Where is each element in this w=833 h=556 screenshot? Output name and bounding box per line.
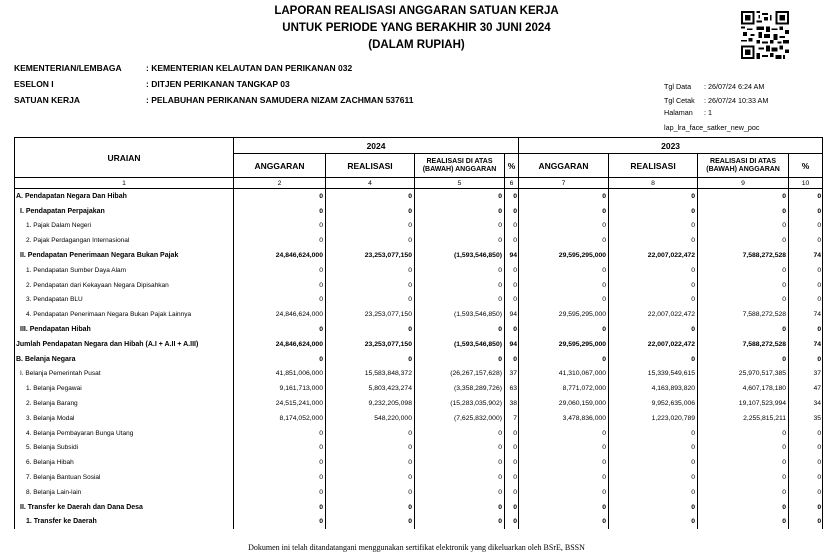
realisasi-2024-cell: 0 [326, 500, 415, 515]
realisasi-2024-cell: 0 [326, 426, 415, 441]
realisasi-2023-cell: 1,223,020,789 [609, 411, 698, 426]
selisih-2023-cell: 0 [698, 515, 789, 530]
pct-2023-cell: 37 [789, 367, 823, 382]
row-label: 5. Belanja Subsidi [15, 441, 234, 456]
row-label: 2. Belanja Barang [15, 396, 234, 411]
report-unit: (DALAM RUPIAH) [368, 39, 465, 51]
eselon-row [14, 79, 614, 91]
pct-2024-cell: 0 [505, 278, 519, 293]
realisasi-2024-cell: 23,253,077,150 [326, 307, 415, 322]
col-number: 1 [15, 178, 234, 189]
kementerian-value: : KEMENTERIAN KELAUTAN DAN PERIKANAN 032 [146, 63, 353, 73]
table-row [15, 396, 823, 411]
realisasi-2023-cell: 0 [609, 233, 698, 248]
realisasi-2023-cell: 0 [609, 470, 698, 485]
selisih-2024-cell: 0 [415, 204, 505, 219]
pct-2023-cell: 0 [789, 189, 823, 204]
realisasi-2023-cell: 0 [609, 189, 698, 204]
table-row [15, 293, 823, 308]
selisih-2023-cell: 0 [698, 189, 789, 204]
selisih-2024-cell: (1,593,546,850) [415, 248, 505, 263]
realisasi-2023-cell: 0 [609, 485, 698, 500]
pct-2024-cell: 0 [505, 441, 519, 456]
pct-2023-cell: 0 [789, 441, 823, 456]
pct-2023-cell: 34 [789, 396, 823, 411]
anggaran-2024-cell: 0 [234, 219, 326, 234]
anggaran-2023-cell: 29,595,295,000 [519, 337, 609, 352]
table-row [15, 381, 823, 396]
anggaran-2024-header: ANGGARAN [234, 154, 326, 178]
row-label: 4. Pendapatan Penerimaan Negara Bukan Pajak Lainnya [15, 307, 234, 322]
row-label: II. Transfer ke Daerah dan Dana Desa [15, 500, 234, 515]
pct-2023-cell: 0 [789, 233, 823, 248]
selisih-2024-cell: 0 [415, 500, 505, 515]
eselon-value: : DITJEN PERIKANAN TANGKAP 03 [146, 79, 290, 89]
pct-2024-cell: 0 [505, 352, 519, 367]
table-row [15, 485, 823, 500]
pct-2024-cell: 0 [505, 263, 519, 278]
row-label: B. Belanja Negara [15, 352, 234, 367]
realisasi-2024-cell: 0 [326, 352, 415, 367]
realisasi-2024-cell: 0 [326, 189, 415, 204]
row-label: II. Pendapatan Penerimaan Negara Bukan Pajak [15, 248, 234, 263]
qr-code-icon [741, 11, 789, 59]
realisasi-2024-cell: 0 [326, 441, 415, 456]
table-row [15, 441, 823, 456]
pct-2024-header: % [505, 154, 519, 178]
table-body [15, 189, 823, 530]
selisih-2023-cell: 0 [698, 233, 789, 248]
satker-row [14, 95, 614, 107]
row-label: 6. Belanja Hibah [15, 455, 234, 470]
anggaran-2023-cell: 0 [519, 293, 609, 308]
pct-2024-cell: 94 [505, 337, 519, 352]
pct-2023-cell: 47 [789, 381, 823, 396]
selisih-2023-cell: 2,255,815,211 [698, 411, 789, 426]
table-row [15, 263, 823, 278]
anggaran-2024-cell: 0 [234, 500, 326, 515]
table-row [15, 500, 823, 515]
pct-2024-cell: 0 [505, 189, 519, 204]
realisasi-2024-cell: 0 [326, 470, 415, 485]
anggaran-2024-cell: 0 [234, 204, 326, 219]
table-row [15, 307, 823, 322]
pct-2024-cell: 0 [505, 322, 519, 337]
selisih-2023-cell: 0 [698, 204, 789, 219]
anggaran-2023-cell: 0 [519, 278, 609, 293]
pct-2023-cell: 0 [789, 426, 823, 441]
selisih-2023-cell: 7,588,272,528 [698, 248, 789, 263]
selisih-2023-cell: 7,588,272,528 [698, 307, 789, 322]
anggaran-2023-cell: 0 [519, 219, 609, 234]
anggaran-2023-cell: 0 [519, 322, 609, 337]
row-label: I. Pendapatan Perpajakan [15, 204, 234, 219]
row-label: 1. Pendapatan Sumber Daya Alam [15, 263, 234, 278]
budget-realization-table [14, 137, 823, 529]
anggaran-2023-cell: 0 [519, 470, 609, 485]
table-row [15, 219, 823, 234]
table-row [15, 470, 823, 485]
selisih-2024-cell: 0 [415, 441, 505, 456]
pct-2023-cell: 0 [789, 515, 823, 530]
selisih-2023-cell: 25,970,517,385 [698, 367, 789, 382]
anggaran-2024-cell: 0 [234, 322, 326, 337]
table-row [15, 204, 823, 219]
anggaran-2023-cell: 0 [519, 263, 609, 278]
row-label: Jumlah Pendapatan Negara dan Hibah (A.I + A.II + A.III) [15, 337, 234, 352]
table-row [15, 189, 823, 204]
anggaran-2023-cell: 0 [519, 441, 609, 456]
pct-2024-cell: 0 [505, 485, 519, 500]
selisih-2024-header: REALISASI DI ATAS (BAWAH) ANGGARAN [415, 154, 505, 178]
anggaran-2024-cell: 0 [234, 233, 326, 248]
pct-2024-cell: 94 [505, 307, 519, 322]
table-row [15, 248, 823, 263]
realisasi-2023-cell: 0 [609, 278, 698, 293]
selisih-2023-cell: 4,607,178,180 [698, 381, 789, 396]
pct-2024-cell: 0 [505, 426, 519, 441]
selisih-2023-cell: 0 [698, 441, 789, 456]
selisih-2024-cell: (26,267,157,628) [415, 367, 505, 382]
tgl-data-value: : 26/07/24 6:24 AM [704, 82, 765, 91]
selisih-2023-cell: 0 [698, 470, 789, 485]
realisasi-2024-cell: 9,232,205,098 [326, 396, 415, 411]
col-number: 5 [415, 178, 505, 189]
anggaran-2024-cell: 0 [234, 278, 326, 293]
realisasi-2024-cell: 0 [326, 233, 415, 248]
anggaran-2023-cell: 29,060,159,000 [519, 396, 609, 411]
anggaran-2024-cell: 24,846,624,000 [234, 307, 326, 322]
pct-2023-cell: 74 [789, 307, 823, 322]
selisih-2023-cell: 0 [698, 263, 789, 278]
pct-2024-cell: 0 [505, 219, 519, 234]
row-label: 2. Pendapatan dari Kekayaan Negara Dipisahkan [15, 278, 234, 293]
row-label: I. Belanja Pemerintah Pusat [15, 367, 234, 382]
selisih-2023-cell: 0 [698, 278, 789, 293]
anggaran-2024-cell: 0 [234, 470, 326, 485]
kementerian-label: KEMENTERIAN/LEMBAGA [14, 63, 122, 73]
selisih-2024-cell: 0 [415, 455, 505, 470]
row-label: 3. Pendapatan BLU [15, 293, 234, 308]
tgl-cetak-value: : 26/07/24 10:33 AM [704, 96, 769, 105]
table-row [15, 233, 823, 248]
selisih-2024-cell: 0 [415, 322, 505, 337]
anggaran-2023-cell: 0 [519, 515, 609, 530]
table-row [15, 411, 823, 426]
tgl-data-label: Tgl Data [664, 82, 692, 91]
report-period: UNTUK PERIODE YANG BERAKHIR 30 JUNI 2024 [282, 22, 551, 34]
table-row [15, 426, 823, 441]
realisasi-2024-cell: 0 [326, 219, 415, 234]
row-label: 3. Belanja Modal [15, 411, 234, 426]
selisih-2024-cell: 0 [415, 485, 505, 500]
report-code: lap_lra_face_satker_new_poc [664, 123, 760, 132]
anggaran-2024-cell: 0 [234, 263, 326, 278]
year-2024-header: 2024 [234, 138, 519, 154]
selisih-2023-cell: 0 [698, 219, 789, 234]
halaman-value: : 1 [704, 108, 712, 117]
eselon-label: ESELON I [14, 79, 54, 89]
signature-footer: Dokumen ini telah ditandatangani menggunakan sertifikat elektronik yang dikeluarkan oleh BSrE, BSSN [248, 543, 585, 552]
pct-2023-cell: 0 [789, 322, 823, 337]
pct-2024-cell: 0 [505, 293, 519, 308]
selisih-2023-cell: 0 [698, 293, 789, 308]
table-row [15, 455, 823, 470]
pct-2023-cell: 0 [789, 278, 823, 293]
pct-2024-cell: 0 [505, 455, 519, 470]
realisasi-2023-header: REALISASI [609, 154, 698, 178]
col-number: 6 [505, 178, 519, 189]
selisih-2023-cell: 0 [698, 426, 789, 441]
anggaran-2023-cell: 0 [519, 455, 609, 470]
selisih-2023-cell: 0 [698, 500, 789, 515]
anggaran-2023-cell: 0 [519, 204, 609, 219]
realisasi-2023-cell: 0 [609, 426, 698, 441]
table-row [15, 337, 823, 352]
realisasi-2023-cell: 0 [609, 500, 698, 515]
col-number: 4 [326, 178, 415, 189]
col-number: 7 [519, 178, 609, 189]
realisasi-2023-cell: 0 [609, 322, 698, 337]
row-label: 1. Belanja Pegawai [15, 381, 234, 396]
pct-2024-cell: 0 [505, 204, 519, 219]
col-number: 10 [789, 178, 823, 189]
selisih-2024-cell: 0 [415, 219, 505, 234]
realisasi-2023-cell: 0 [609, 204, 698, 219]
col-number: 8 [609, 178, 698, 189]
selisih-2024-cell: (1,593,546,850) [415, 307, 505, 322]
selisih-2024-cell: 0 [415, 278, 505, 293]
anggaran-2023-cell: 29,595,295,000 [519, 248, 609, 263]
kementerian-row [14, 63, 614, 75]
satker-value: : PELABUHAN PERIKANAN SAMUDERA NIZAM ZACHMAN 537611 [146, 95, 414, 105]
realisasi-2024-cell: 0 [326, 455, 415, 470]
row-label: 4. Belanja Pembayaran Bunga Utang [15, 426, 234, 441]
anggaran-2023-cell: 0 [519, 352, 609, 367]
anggaran-2024-cell: 24,846,624,000 [234, 248, 326, 263]
realisasi-2024-header: REALISASI [326, 154, 415, 178]
anggaran-2024-cell: 24,846,624,000 [234, 337, 326, 352]
realisasi-2024-cell: 548,220,000 [326, 411, 415, 426]
anggaran-2023-cell: 29,595,295,000 [519, 307, 609, 322]
anggaran-2023-cell: 0 [519, 485, 609, 500]
anggaran-2023-cell: 3,478,836,000 [519, 411, 609, 426]
realisasi-2023-cell: 4,163,893,820 [609, 381, 698, 396]
realisasi-2023-cell: 22,007,022,472 [609, 248, 698, 263]
selisih-2024-cell: 0 [415, 189, 505, 204]
anggaran-2024-cell: 0 [234, 515, 326, 530]
selisih-2023-header: REALISASI DI ATAS (BAWAH) ANGGARAN [698, 154, 789, 178]
realisasi-2024-cell: 0 [326, 485, 415, 500]
halaman-label: Halaman [664, 108, 693, 117]
pct-2023-cell: 0 [789, 204, 823, 219]
realisasi-2024-cell: 5,803,423,274 [326, 381, 415, 396]
selisih-2023-cell: 0 [698, 352, 789, 367]
realisasi-2023-cell: 0 [609, 293, 698, 308]
report-title: LAPORAN REALISASI ANGGARAN SATUAN KERJA [274, 5, 559, 17]
pct-2023-header: % [789, 154, 823, 178]
realisasi-2023-cell: 0 [609, 455, 698, 470]
pct-2024-cell: 63 [505, 381, 519, 396]
selisih-2024-cell: 0 [415, 293, 505, 308]
table-row [15, 322, 823, 337]
selisih-2023-cell: 7,588,272,528 [698, 337, 789, 352]
pct-2024-cell: 7 [505, 411, 519, 426]
realisasi-2024-cell: 0 [326, 322, 415, 337]
pct-2023-cell: 0 [789, 485, 823, 500]
satker-label: SATUAN KERJA [14, 95, 80, 105]
row-label: 1. Transfer ke Daerah [15, 515, 234, 530]
selisih-2024-cell: 0 [415, 515, 505, 530]
uraian-header: URAIAN [15, 138, 234, 178]
selisih-2023-cell: 0 [698, 455, 789, 470]
pct-2024-cell: 0 [505, 233, 519, 248]
anggaran-2023-cell: 0 [519, 426, 609, 441]
pct-2023-cell: 35 [789, 411, 823, 426]
anggaran-2024-cell: 0 [234, 293, 326, 308]
realisasi-2024-cell: 0 [326, 204, 415, 219]
selisih-2024-cell: (15,283,035,902) [415, 396, 505, 411]
realisasi-2023-cell: 22,007,022,472 [609, 337, 698, 352]
pct-2023-cell: 0 [789, 293, 823, 308]
row-label: A. Pendapatan Negara Dan Hibah [15, 189, 234, 204]
selisih-2024-cell: (3,358,289,726) [415, 381, 505, 396]
selisih-2024-cell: 0 [415, 263, 505, 278]
anggaran-2024-cell: 24,515,241,000 [234, 396, 326, 411]
year-2023-header: 2023 [519, 138, 823, 154]
anggaran-2024-cell: 9,161,713,000 [234, 381, 326, 396]
anggaran-2023-cell: 41,310,067,000 [519, 367, 609, 382]
table-row [15, 278, 823, 293]
pct-2023-cell: 0 [789, 500, 823, 515]
realisasi-2023-cell: 22,007,022,472 [609, 307, 698, 322]
pct-2024-cell: 0 [505, 500, 519, 515]
col-number: 9 [698, 178, 789, 189]
anggaran-2024-cell: 0 [234, 455, 326, 470]
row-label: 8. Belanja Lain-lain [15, 485, 234, 500]
selisih-2024-cell: (1,593,546,850) [415, 337, 505, 352]
pct-2024-cell: 0 [505, 470, 519, 485]
pct-2023-cell: 0 [789, 263, 823, 278]
realisasi-2024-cell: 0 [326, 293, 415, 308]
pct-2024-cell: 0 [505, 515, 519, 530]
selisih-2023-cell: 19,107,523,994 [698, 396, 789, 411]
tgl-cetak-label: Tgl Cetak [664, 96, 695, 105]
anggaran-2024-cell: 0 [234, 352, 326, 367]
pct-2024-cell: 94 [505, 248, 519, 263]
selisih-2024-cell: (7,625,832,000) [415, 411, 505, 426]
realisasi-2023-cell: 9,952,635,006 [609, 396, 698, 411]
anggaran-2024-cell: 0 [234, 189, 326, 204]
row-label: 2. Pajak Perdagangan Internasional [15, 233, 234, 248]
realisasi-2023-cell: 0 [609, 515, 698, 530]
realisasi-2024-cell: 23,253,077,150 [326, 337, 415, 352]
pct-2024-cell: 37 [505, 367, 519, 382]
anggaran-2024-cell: 8,174,052,000 [234, 411, 326, 426]
selisih-2024-cell: 0 [415, 426, 505, 441]
col-number: 2 [234, 178, 326, 189]
table-row [15, 515, 823, 530]
realisasi-2023-cell: 0 [609, 263, 698, 278]
anggaran-2023-cell: 0 [519, 233, 609, 248]
realisasi-2024-cell: 0 [326, 263, 415, 278]
anggaran-2023-cell: 0 [519, 500, 609, 515]
pct-2023-cell: 0 [789, 455, 823, 470]
anggaran-2024-cell: 0 [234, 426, 326, 441]
selisih-2023-cell: 0 [698, 322, 789, 337]
realisasi-2023-cell: 0 [609, 441, 698, 456]
anggaran-2024-cell: 0 [234, 441, 326, 456]
anggaran-2023-cell: 8,771,072,000 [519, 381, 609, 396]
table-row [15, 367, 823, 382]
table-row [15, 352, 823, 367]
pct-2023-cell: 74 [789, 337, 823, 352]
realisasi-2023-cell: 0 [609, 219, 698, 234]
anggaran-2023-header: ANGGARAN [519, 154, 609, 178]
realisasi-2024-cell: 23,253,077,150 [326, 248, 415, 263]
selisih-2024-cell: 0 [415, 233, 505, 248]
selisih-2024-cell: 0 [415, 352, 505, 367]
pct-2023-cell: 74 [789, 248, 823, 263]
pct-2023-cell: 0 [789, 470, 823, 485]
realisasi-2024-cell: 15,583,848,372 [326, 367, 415, 382]
realisasi-2024-cell: 0 [326, 278, 415, 293]
pct-2023-cell: 0 [789, 219, 823, 234]
anggaran-2024-cell: 0 [234, 485, 326, 500]
realisasi-2023-cell: 0 [609, 352, 698, 367]
row-label: 1. Pajak Dalam Negeri [15, 219, 234, 234]
realisasi-2023-cell: 15,339,549,615 [609, 367, 698, 382]
pct-2023-cell: 0 [789, 352, 823, 367]
selisih-2024-cell: 0 [415, 470, 505, 485]
realisasi-2024-cell: 0 [326, 515, 415, 530]
pct-2024-cell: 38 [505, 396, 519, 411]
anggaran-2023-cell: 0 [519, 189, 609, 204]
selisih-2023-cell: 0 [698, 485, 789, 500]
anggaran-2024-cell: 41,851,006,000 [234, 367, 326, 382]
row-label: 7. Belanja Bantuan Sosial [15, 470, 234, 485]
row-label: III. Pendapatan Hibah [15, 322, 234, 337]
